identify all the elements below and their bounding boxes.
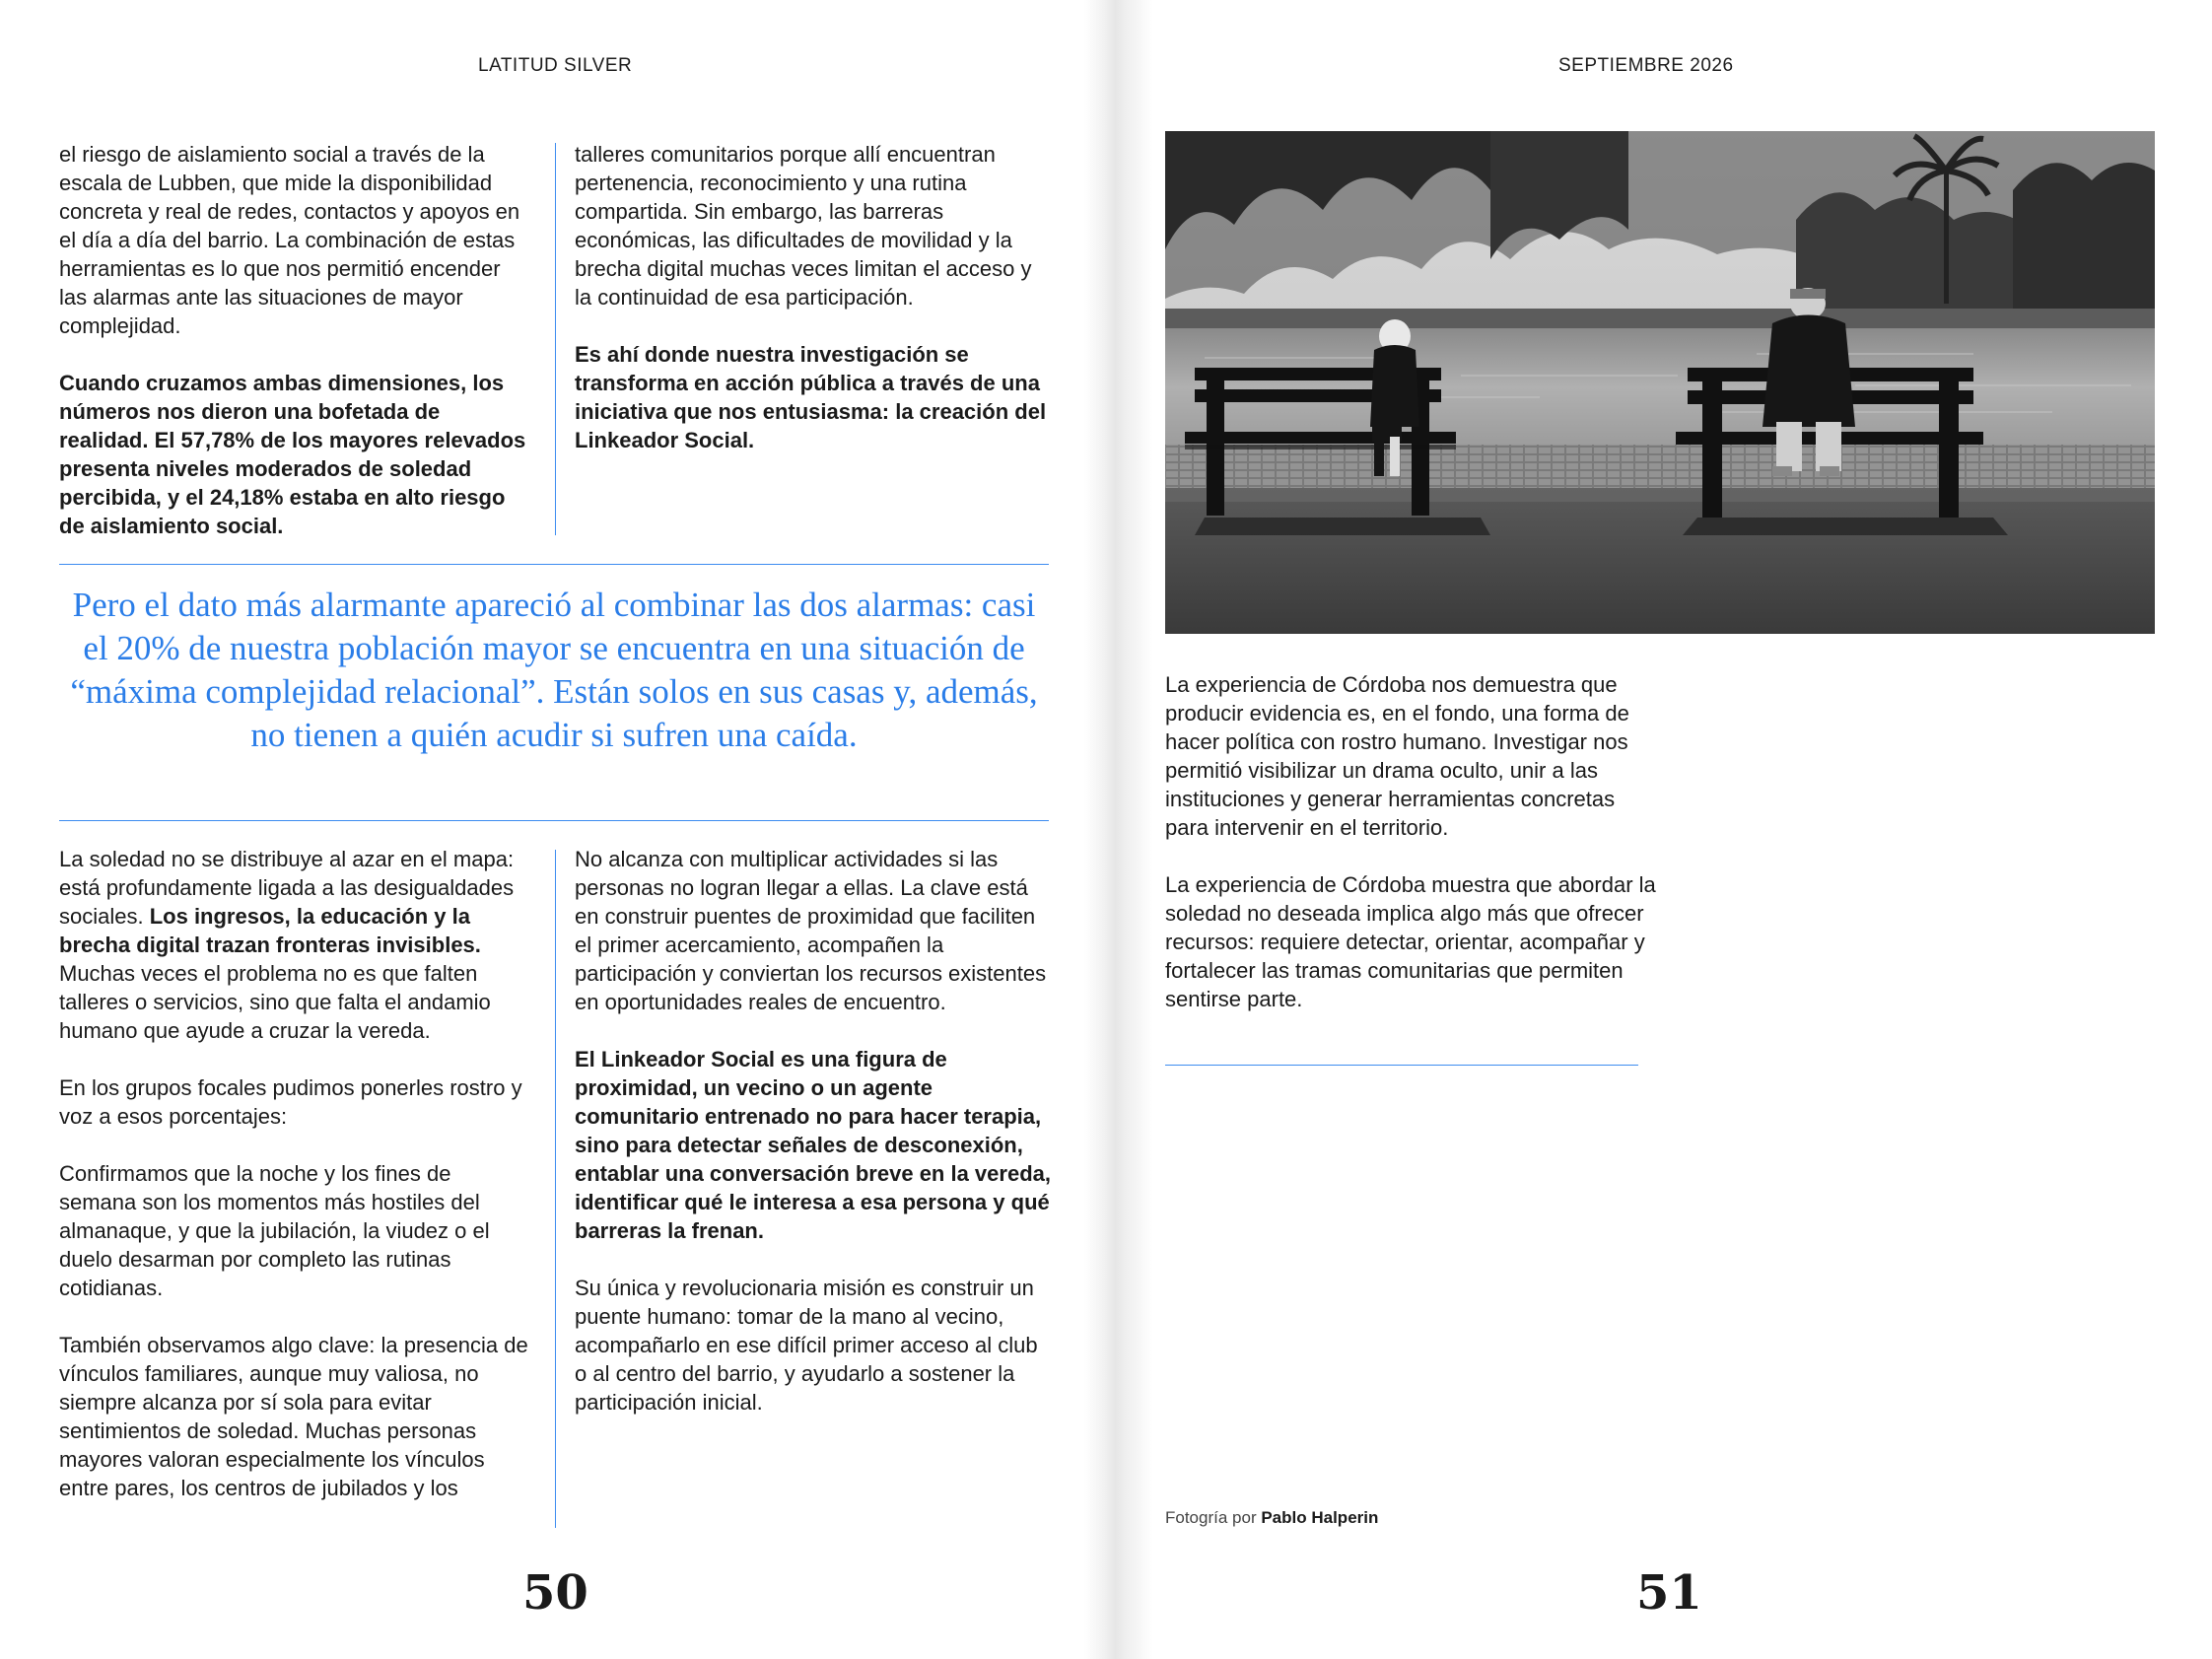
bold-text-run: Los ingresos, la educación y la brecha digital trazan fronteras invisibles. xyxy=(59,904,481,957)
text-run: talleres comunitarios porque allí encuentran pertenencia, reconocimiento y una rutina compartida. Sin embargo, las barreras económicas, las dificultades de movilidad y la brecha digital muchas veces limitan el acceso y la continuidad de esa participación. xyxy=(575,142,1032,310)
text-run: No alcanza con multiplicar actividades si las personas no logran llegar a ellas. La clave está en construir puentes de proximidad que faciliten el primer acercamiento, acompañen la participación y conviertan los recursos existentes en oportunidades reales de encuentro. xyxy=(575,847,1047,1014)
article-column-bottom-right xyxy=(575,845,1052,1417)
article-column-top-right xyxy=(575,140,1052,454)
pullquote: Pero el dato más alarmante apareció al combinar las dos alarmas: casi el 20% de nuestra población mayor se encuentra en una situación de “máxima complejidad relacional”. Están solos en sus casas y, además, no tienen a quién acudir si sufren una caída. xyxy=(70,586,1038,754)
bold-text-run: Cuando cruzamos ambas dimensiones, los números nos dieron una bofetada de realidad. El 57,78% de los mayores relevados presenta niveles moderados de soledad percibida, y el 24,18% estaba en alto riesgo de aislamiento social. xyxy=(59,371,526,538)
book-spine-shadow xyxy=(1084,0,1153,1659)
photo-credit-label: Fotogría por xyxy=(1165,1508,1257,1527)
running-head-left: LATITUD SILVER xyxy=(478,55,633,76)
closing-rule xyxy=(1165,1065,1638,1066)
article-column-bottom-left xyxy=(59,845,530,1502)
paragraph xyxy=(59,1159,530,1302)
text-run: Confirmamos que la noche y los fines de semana son los momentos más hostiles del almanaque, y que la jubilación, la viudez o el duelo desarman por completo las rutinas cotidianas. xyxy=(59,1161,490,1300)
text-run: Su única y revolucionaria misión es construir un puente humano: tomar de la mano al vecino, acompañarlo en ese difícil primer acceso al club o al centro del barrio, y ayudarlo a sostener la participación inicial. xyxy=(575,1276,1038,1415)
paragraph xyxy=(59,369,530,540)
column-divider-bottom xyxy=(555,850,556,1528)
paragraph xyxy=(575,1274,1052,1417)
text-run: el riesgo de aislamiento social a través de la escala de Lubben, que mide la disponibilidad concreta y real de redes, contactos y apoyos en el día a día del barrio. La combinación de estas herramientas es lo que nos permitió encender las alarmas ante las situaciones de mayor complejidad. xyxy=(59,142,520,338)
paragraph xyxy=(1165,670,1658,842)
paragraph xyxy=(575,140,1052,311)
column-divider-top xyxy=(555,143,556,535)
bold-text-run: El Linkeador Social es una figura de proximidad, un vecino o un agente comunitario entrenado no para hacer terapia, sino para detectar señales de desconexión, entablar una conversación breve en la vereda, identificar qué le interesa a esa persona y qué barreras la frenan. xyxy=(575,1047,1051,1243)
text-run: En los grupos focales pudimos ponerles rostro y voz a esos porcentajes: xyxy=(59,1075,522,1129)
paragraph xyxy=(59,1331,530,1502)
text-run: La soledad no se distribuye al azar en el mapa: está profundamente ligada a las desigualdades sociales. xyxy=(59,847,515,929)
paragraph xyxy=(59,845,530,1045)
photo-image xyxy=(1165,131,2155,634)
paragraph xyxy=(575,845,1052,1016)
paragraph xyxy=(59,140,530,340)
text-run: La experiencia de Córdoba muestra que abordar la soledad no deseada implica algo más que ofrecer recursos: requiere detectar, orientar, acompañar y fortalecer las tramas comunitarias que permiten sentirse parte. xyxy=(1165,872,1656,1011)
pullquote-rule-bottom xyxy=(59,820,1049,821)
paragraph xyxy=(575,1045,1052,1245)
page-number-left: 50 xyxy=(522,1565,588,1621)
paragraph xyxy=(575,340,1052,454)
running-head-right: SEPTIEMBRE 2026 xyxy=(1558,55,1734,76)
paragraph xyxy=(1165,870,1658,1013)
article-column-right-page xyxy=(1165,670,1658,1013)
photo-credit xyxy=(1165,1508,1378,1528)
paragraph xyxy=(59,1073,530,1131)
text-run: La experiencia de Córdoba nos demuestra que producir evidencia es, en el fondo, una forma de hacer política con rostro humano. Investigar nos permitió visibilizar un drama oculto, unir a las instituciones y generar herramientas concretas para intervenir en el territorio. xyxy=(1165,672,1629,840)
text-run: Muchas veces el problema no es que falten talleres o servicios, sino que falta el andamio humano que ayude a cruzar la vereda. xyxy=(59,961,491,1043)
photo-credit-name: Pablo Halperin xyxy=(1261,1508,1379,1527)
page-number-right: 51 xyxy=(1636,1565,1702,1621)
pullquote-rule-top xyxy=(59,564,1049,565)
bold-text-run: Es ahí donde nuestra investigación se transforma en acción pública a través de una iniciativa que nos entusiasma: la creación del Linkeador Social. xyxy=(575,342,1047,452)
photo-two-benches-by-lake xyxy=(1165,131,2155,634)
article-column-top-left xyxy=(59,140,530,540)
text-run: También observamos algo clave: la presencia de vínculos familiares, aunque muy valiosa, no siempre alcanza por sí sola para evitar sentimientos de soledad. Muchas personas mayores valoran especialmente los vínculos entre pares, los centros de jubilados y los xyxy=(59,1333,528,1500)
